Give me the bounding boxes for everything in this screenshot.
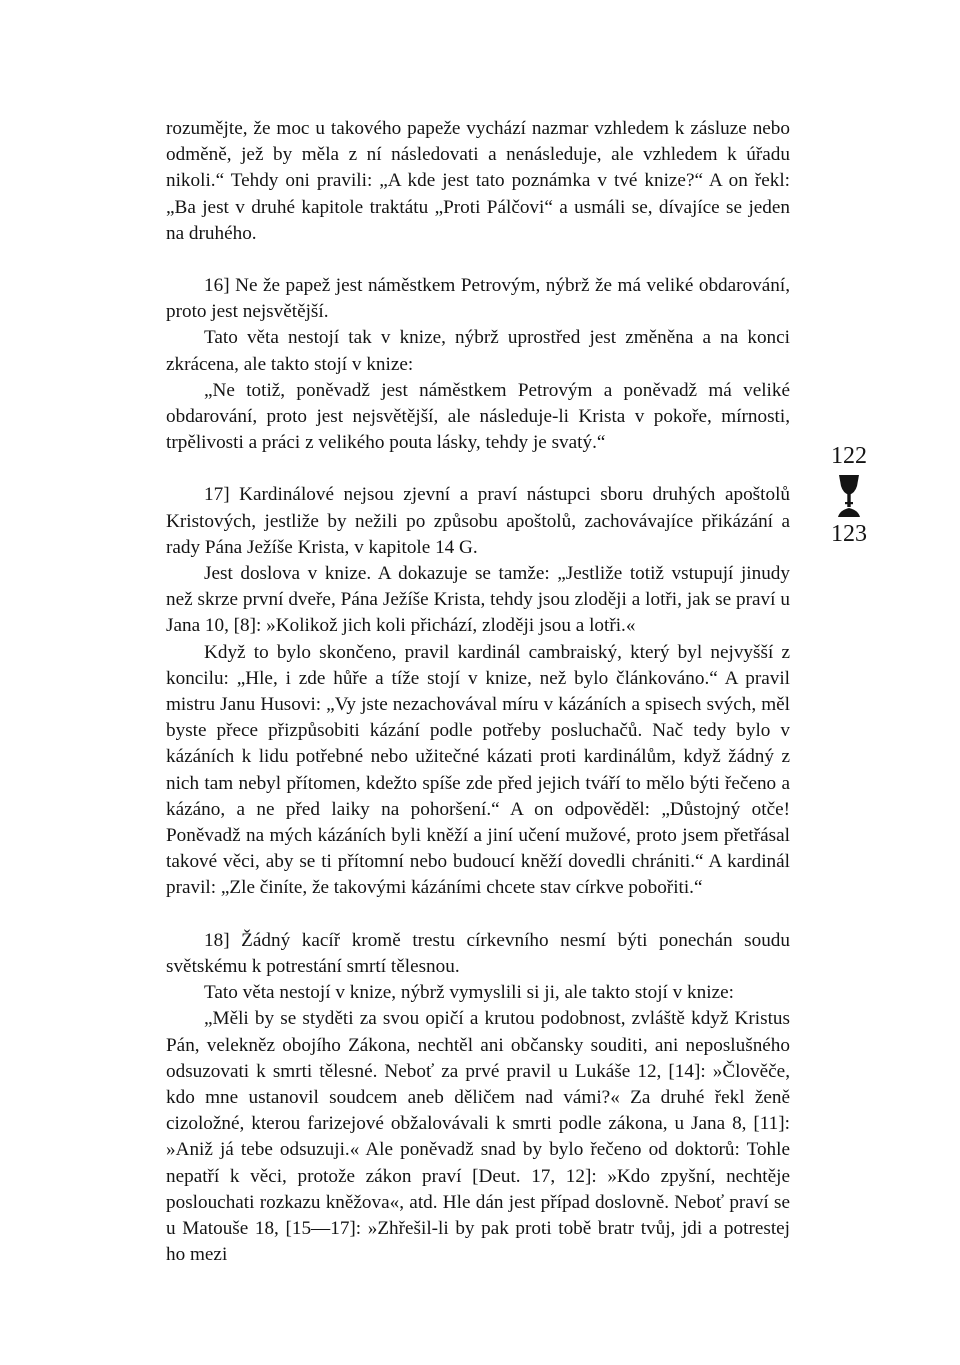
margin-note (818, 442, 880, 548)
paragraph-article-17: 17] Kardinálové nejsou zjevní a praví nástupci sboru druhých apoštolů Kristových, jestliže by nežili po způsobu apoštolů, zachovávajíce přikázání a rady Pána Ježíše Krista, v kapitole 14 G. (166, 484, 790, 558)
body-text (166, 116, 790, 1268)
paragraph-commentary-18: Tato věta nestojí v knize, nýbrž vymyslili si ji, ale takto stojí v knize: (204, 982, 734, 1004)
paragraph-quote-18: „Měli by se styděti za svou opičí a krutou podobnost, zvláště když Kristus Pán, velekněz obojího Zákona, nechtěl ani občansky souditi, ani neposlušného odsuzovati k smrti tělesné. Neboť za prvé pravil u Lukáše 12, [14]: »Člověče, kdo mne ustanovil soudcem aneb děličem nad vámi?« Za druhé řekl ženě cizoložné, kterou farizejové obžalovávali k smrti podle zákona, u Jana 8, [11]: »Aniž já tebe odsuzuji.« Ale poněvadž snad by bylo řečeno od doktorů: Tohle nepatří k věci, protože zákon praví [Deut. 17, 12]: »Kdo zpyšní, nechtěje poslouchati rozkazu kněžova«, atd. Hle dán jest případ doslovně. Neboť praví se u Matouše 18, [15—17]: »Zhřešil-li by pak proti tobě bratr tvůj, jdi a potrestej ho mezi (166, 1008, 790, 1266)
original-page-number-bottom: 123 (831, 521, 867, 547)
paragraph-article-18: 18] Žádný kacíř kromě trestu církevního nesmí býti ponechán soudu světskému k potrestání smrtí tělesnou. (166, 929, 790, 977)
paragraph-dialogue-17: Když to bylo skončeno, pravil kardinál cambraiský, který byl nejvyšší z koncilu: „Hle, i zde hůře a tíže stojí v knize, než bylo článkováno.“ A pravil mistru Janu Husovi: „Vy jste nezachovával míru v kázáních a spisech svých, měl byste přece přizpůsobiti kázání podle potřeby posluchačů. Nač tedy bylo v kázáních k lidu potřebné nebo užitečné kázati proti kardinálům, když žádný z nich tam nebyl přítomen, kdežto spíše zde před jejich tváří to mělo býti řečeno a kázáno, a ne před laiky na pohoršení.“ A on odpověděl: „Důstojný otče! Poněvadž na mých kázáních byli kněží a jiní učení mužové, proto jsem přetřásal takové věci, aby se ti přítomní nebo budoucí kněží dovedli chrániti.“ A kardinál pravil: „Zle činíte, že takovými kázáními chcete stav církve pobořiti.“ (166, 641, 790, 899)
paragraph-quote-16: „Ne totiž, poněvadž jest náměstkem Petrovým a poněvadž má veliké obdarování, proto jest nejsvětější, ale následuje-li Krista v pokoře, mírnosti, trpělivosti a práci z velikého pouta lásky, tehdy je svatý.“ (166, 379, 790, 454)
paragraph-article-16: 16] Ne že papež jest náměstkem Petrovým, nýbrž že má veliké obdarování, proto jest nejsvětější. (166, 275, 790, 323)
paragraph-continuation: rozumějte, že moc u takového papeže vychází nazmar vzhledem k zásluze nebo odměně, jež by měla z ní následovati a nenásleduje, ale vzhledem k úřadu nikoli.“ Tehdy oni pravili: „A kde jest tato poznámka v tvé knize?“ A on řekl: „Ba jest v druhé kapitole traktátu „Proti Pálčovi“ a usmáli se, dívajíce se jeden na druhého. (166, 118, 790, 244)
original-page-number-top: 122 (831, 443, 867, 469)
paragraph-commentary-17: Jest doslova v knize. A dokazuje se tamže: „Jestliže totiž vstupují jinudy než skrze první dveře, Pána Ježíše Krista, tehdy jsou zloději a lotři, jak se praví u Jana 10, [8]: »Kolikož jich koli přichází, zloději jsou a lotři.« (166, 563, 790, 637)
chalice-icon (835, 474, 863, 518)
paragraph-commentary-16: Tato věta nestojí tak v knize, nýbrž uprostřed jest změněna a na konci zkrácena, ale takto stojí v knize: (166, 327, 790, 375)
